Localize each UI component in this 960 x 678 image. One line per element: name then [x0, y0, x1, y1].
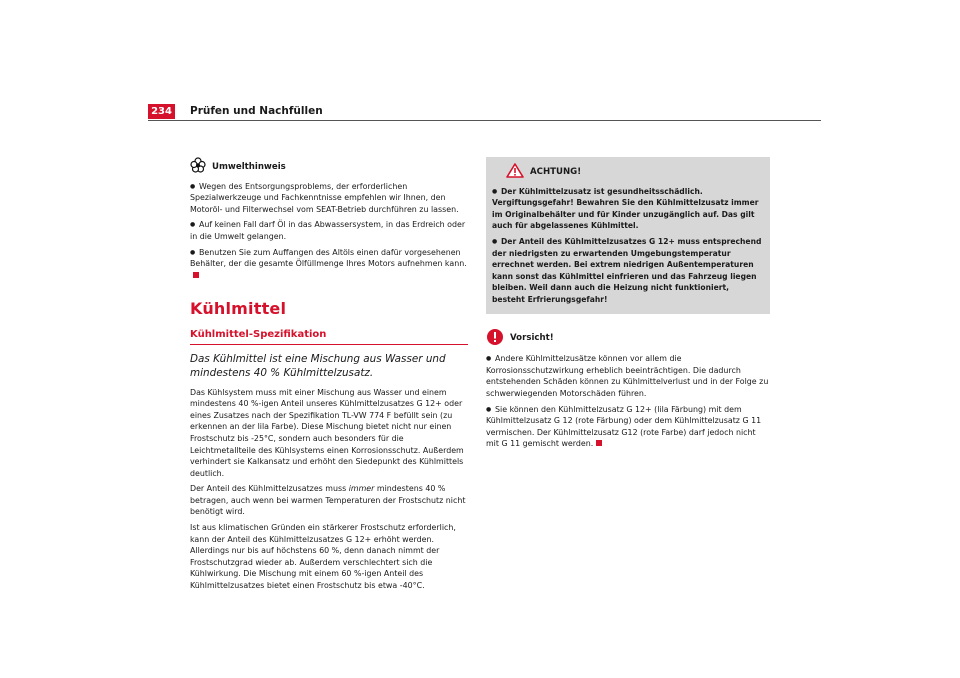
flower-icon — [190, 157, 206, 178]
running-header: Prüfen und Nachfüllen — [190, 105, 323, 117]
environment-heading: Umwelthinweis — [212, 161, 286, 172]
header-rule — [148, 120, 821, 121]
list-item: ●Andere Kühlmittelzusätze können vor allem die Korrosionsschutzwirkung erheblich beeinträchtigen. Die dadurch entstehenden Schäden können zu Kühlmittelverlust und in der Folge zu schwerwiegenden Motorschäden führen. — [486, 353, 770, 399]
right-column — [486, 157, 770, 454]
warning-heading: ACHTUNG! — [530, 167, 582, 177]
section-title: Kühlmittel — [190, 299, 287, 319]
environment-note — [190, 157, 468, 281]
caution-note — [486, 328, 770, 450]
body-paragraph: Der Anteil des Kühlmittelzusatzes muss immer mindestens 40 % betragen, auch wenn bei warmen Temperaturen der Frostschutz nicht benötigt wird. — [190, 484, 466, 517]
list-item: ●Auf keinen Fall darf Öl in das Abwassersystem, in das Erdreich oder in die Umwelt gelangen. — [190, 219, 468, 242]
page-number: 234 — [148, 104, 175, 119]
exclamation-circle-icon — [486, 328, 504, 351]
left-column — [190, 157, 468, 596]
end-marker — [596, 440, 602, 446]
list-item: ●Benutzen Sie zum Auffangen des Altöls einen dafür vorgesehenen Behälter, der die gesamte Ölfüllmenge Ihres Motors aufnehmen kann. — [190, 247, 468, 282]
subsection-title: Kühlmittel-Spezifikation — [190, 329, 468, 345]
body-paragraph: Ist aus klimatischen Gründen ein stärkerer Frostschutz erforderlich, kann der Anteil des Kühlmittelzusatzes G 12+ erhöht werden. Allerdings nur bis auf höchstens 60 %, denn danach nimmt der Frostschutzgrad wieder ab. Außerdem verschlechtert sich die Kühlwirkung. Die Mischung mit einem 60 %-igen Anteil des Kühlmittelzusatzes bietet einen Frostschutz bis etwa -40°C. — [190, 523, 456, 591]
body-paragraph: Das Kühlsystem muss mit einer Mischung aus Wasser und einem mindestens 40 %-igen Anteil unseres Kühlmittelzusatzes G 12+ oder eines Zusatzes nach der Spezifikation TL-VW 774 F befüllt sein (zu erkennen an der lila Farbe). Diese Mischung bietet nicht nur einen Frostschutz bis -25°C, sondern auch besonders für die Leichtmetallteile des Kühlsystems einen Korrosionsschutz. Außerdem verhindert sie Kalkansatz und erhöht den Siedepunkt des Kühlmittels deutlich. — [190, 387, 464, 478]
warning-triangle-icon — [506, 163, 524, 183]
list-item: ●Der Anteil des Kühlmittelzusatzes G 12+ muss entsprechend der niedrigsten zu erwartenden Umgebungstemperatur errechnet werden. Bei extrem niedrigen Außentemperaturen kann sonst das Kühlmittel einfrieren und das Fahrzeug liegen bleiben. Weil dann auch die Heizung nicht funktioniert, besteht Erfrierungsgefahr! — [492, 236, 764, 306]
end-marker — [193, 272, 199, 278]
lead-text: Das Kühlmittel ist eine Mischung aus Wasser und mindestens 40 % Kühlmittelzusatz. — [190, 352, 446, 379]
list-item: ●Der Kühlmittelzusatz ist gesundheitsschädlich. Vergiftungsgefahr! Bewahren Sie den Kühlmittelzusatz immer im Originalbehälter und für Kinder unzugänglich auf. Das gilt auch für abgelassenes Kühlmittel. — [492, 186, 764, 232]
warning-box — [486, 157, 770, 314]
list-item: ●Wegen des Entsorgungsproblems, der erforderlichen Spezialwerkzeuge und Fachkenntnisse empfehlen wir Ihnen, den Motoröl- und Filterwechsel vom SEAT-Betrieb durchführen zu lassen. — [190, 181, 468, 216]
list-item: ●Sie können den Kühlmittelzusatz G 12+ (lila Färbung) mit dem Kühlmittelzusatz G 12 (rote Färbung) oder dem Kühlmittelzusatz G 11 vermischen. Der Kühlmittelzusatz G12 (rote Farbe) darf jedoch nicht mit G 11 gemischt werden. — [486, 404, 770, 450]
caution-heading: Vorsicht! — [510, 333, 554, 344]
